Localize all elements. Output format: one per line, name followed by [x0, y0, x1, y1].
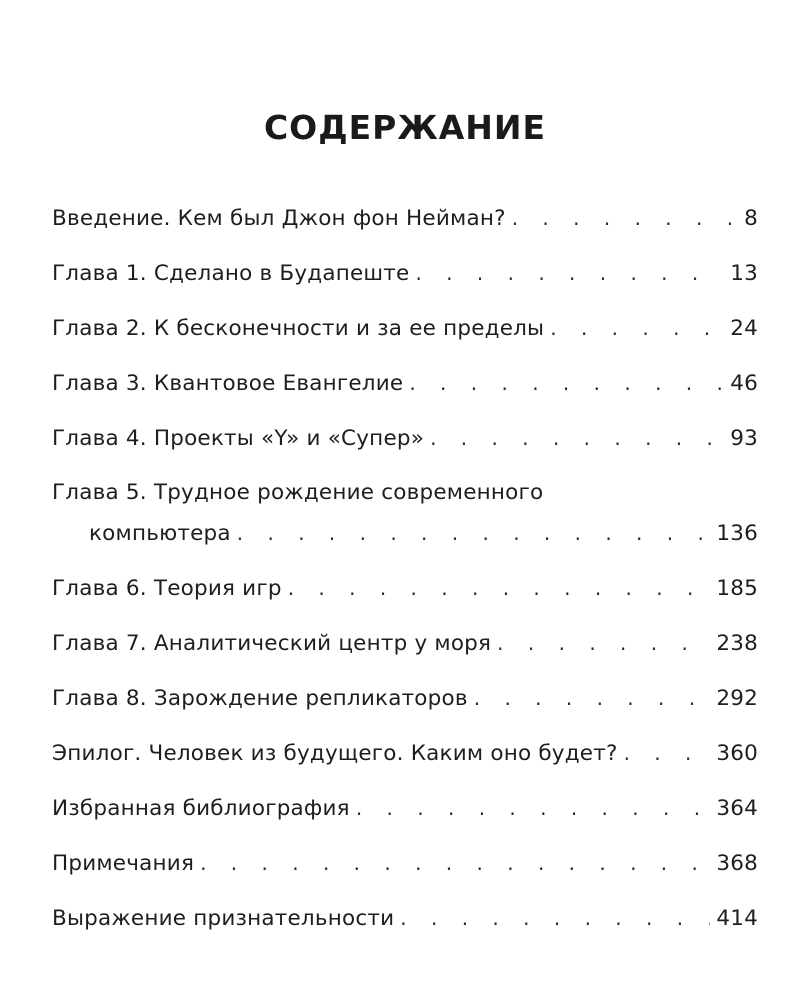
dot-leader — [400, 898, 710, 938]
toc-entry-label: Выражение признательности — [52, 906, 395, 931]
toc-entry-label: Глава 8. Зарождение репликаторов — [52, 686, 468, 711]
dot-leader — [415, 253, 724, 293]
toc-entry-introduction[interactable] — [52, 198, 758, 239]
toc-entry-acknowledgements[interactable] — [52, 898, 758, 939]
toc-entry-label: Глава 3. Квантовое Евангелие — [52, 371, 404, 396]
dot-leader — [409, 363, 724, 403]
dot-leader — [430, 418, 724, 458]
dot-leader — [624, 733, 711, 773]
toc-entry-text-block — [52, 473, 758, 554]
toc-page-number: 368 — [716, 851, 758, 876]
dot-leader — [237, 513, 711, 553]
toc-entry-label: Глава 6. Теория игр — [52, 576, 282, 601]
toc-page-number: 46 — [730, 371, 758, 396]
toc-page-number: 136 — [716, 521, 758, 546]
toc-entry-chapter-2[interactable] — [52, 308, 758, 349]
toc-entry-label: Глава 1. Сделано в Будапеште — [52, 261, 410, 286]
toc-page-number: 8 — [744, 206, 758, 231]
toc-entry-chapter-6[interactable] — [52, 568, 758, 609]
page-title: СОДЕРЖАНИЕ — [263, 108, 547, 147]
toc-page-number: 93 — [730, 426, 758, 451]
toc-page-number: 360 — [716, 741, 758, 766]
toc-page-number: 292 — [716, 686, 758, 711]
dot-leader — [200, 843, 710, 883]
toc-entry-label: Примечания — [52, 851, 195, 876]
dot-leader — [474, 678, 711, 718]
toc-entry-label: Избранная библиография — [52, 796, 350, 821]
table-of-contents — [52, 198, 758, 953]
toc-entry-chapter-4[interactable] — [52, 418, 758, 459]
toc-entry-bibliography[interactable] — [52, 788, 758, 829]
toc-entry-label-line-2: компьютера — [89, 521, 231, 546]
toc-page-number: 238 — [716, 631, 758, 656]
dot-leader — [550, 308, 724, 348]
toc-entry-label: Введение. Кем был Джон фон Нейман? — [52, 206, 506, 231]
toc-entry-chapter-7[interactable] — [52, 623, 758, 664]
toc-entry-chapter-3[interactable] — [52, 363, 758, 404]
dot-leader — [497, 623, 710, 663]
toc-entry-chapter-1[interactable] — [52, 253, 758, 294]
toc-entry-label: Глава 2. К бесконечности и за ее пределы — [52, 316, 545, 341]
toc-entry-notes[interactable] — [52, 843, 758, 884]
toc-entry-label: Глава 7. Аналитический центр у моря — [52, 631, 492, 656]
dot-leader — [288, 568, 711, 608]
dot-leader — [512, 198, 738, 238]
toc-page-number: 364 — [716, 796, 758, 821]
toc-entry-label: Эпилог. Человек из будущего. Каким оно будет? — [52, 741, 618, 766]
toc-page-number: 414 — [716, 906, 758, 931]
toc-entry-label-line-1: Глава 5. Трудное рождение современного — [52, 480, 544, 505]
toc-page-number: 24 — [730, 316, 758, 341]
toc-entry-epilogue[interactable] — [52, 733, 758, 774]
toc-entry-chapter-8[interactable] — [52, 678, 758, 719]
toc-page-number: 13 — [730, 261, 758, 286]
toc-page-number: 185 — [716, 576, 758, 601]
toc-entry-chapter-5[interactable] — [52, 473, 758, 554]
toc-entry-last-line — [52, 513, 758, 554]
dot-leader — [356, 788, 711, 828]
toc-entry-label: Глава 4. Проекты «Y» и «Супер» — [52, 426, 425, 451]
